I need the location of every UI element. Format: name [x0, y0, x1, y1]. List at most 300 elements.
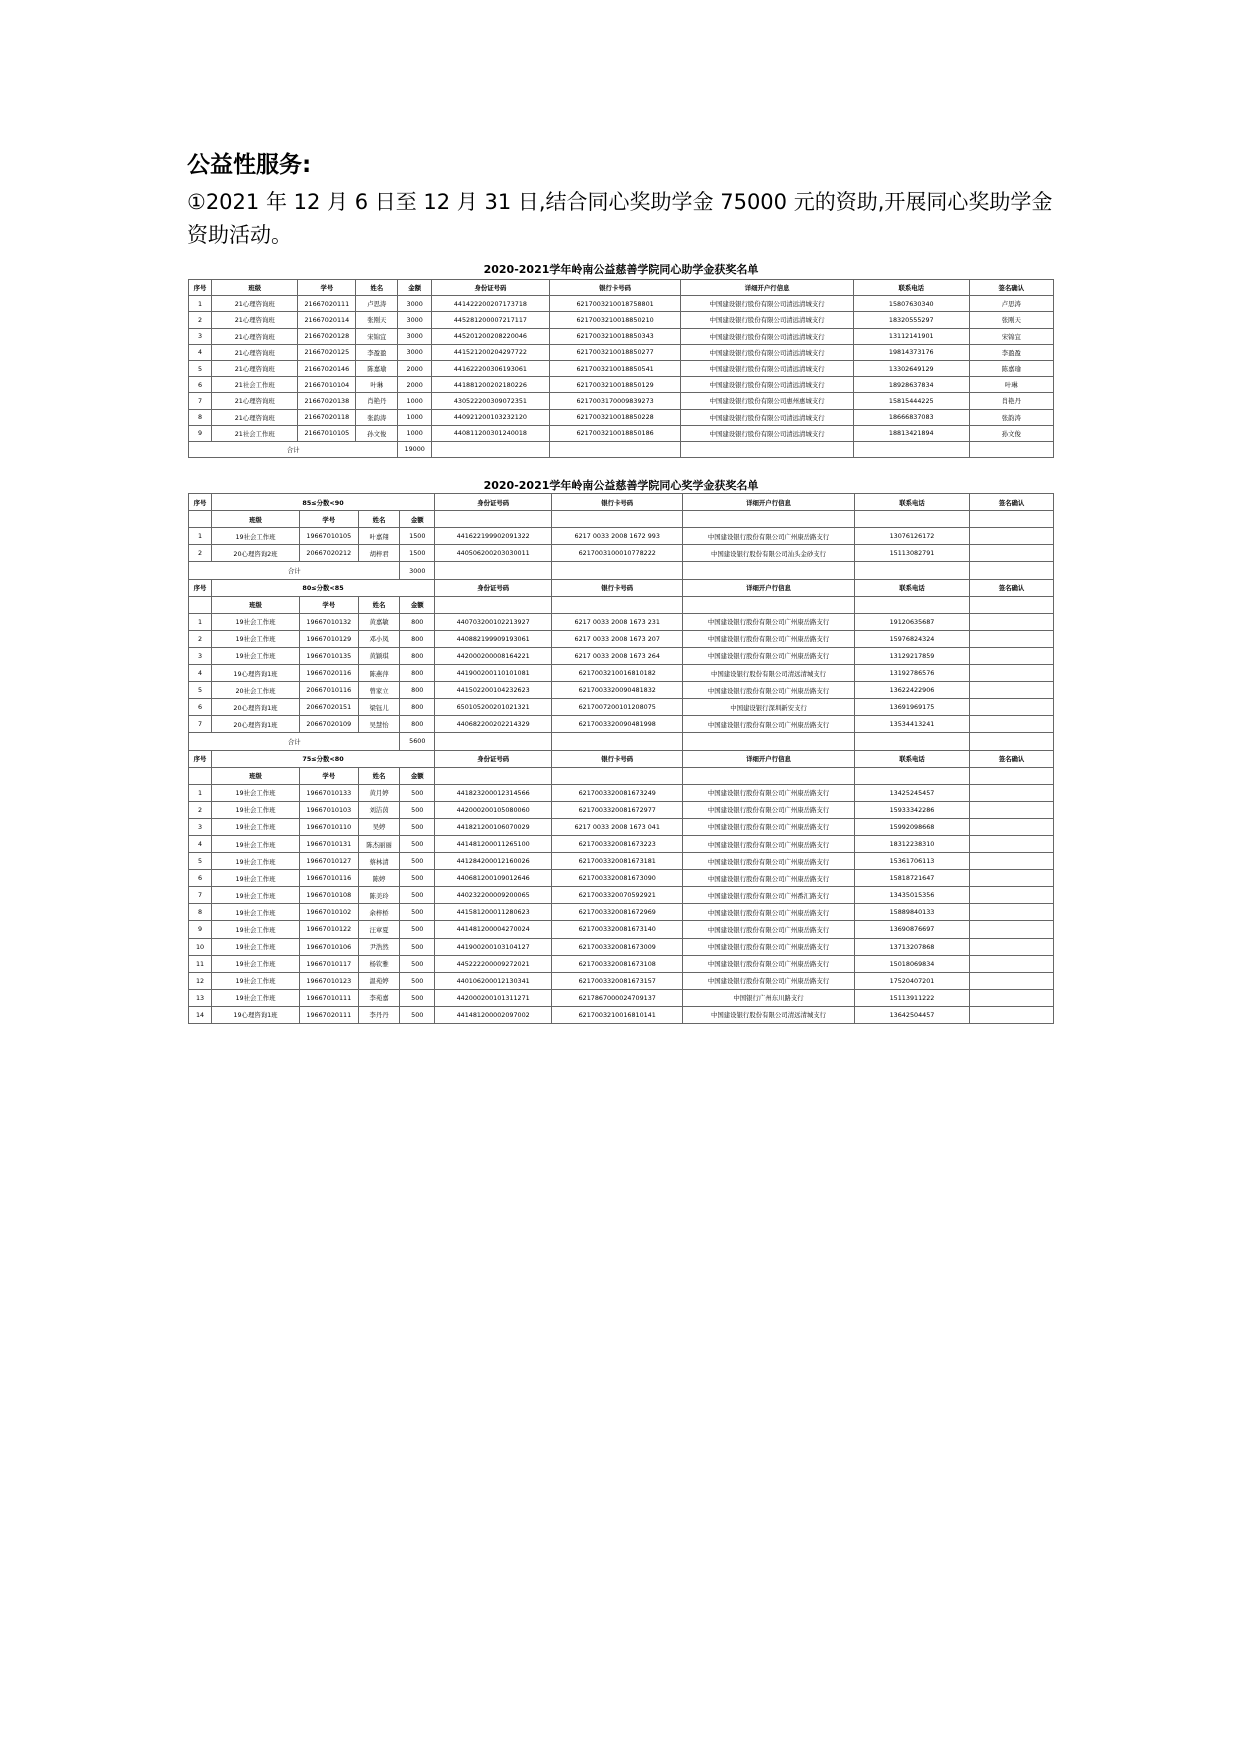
total-label: 合计: [189, 562, 400, 579]
table-cell: [970, 665, 1054, 682]
table-cell: [970, 767, 1054, 784]
table-cell: 中国建设银行股份有限公司清远清城支行: [681, 344, 854, 360]
table-cell: 蔡林清: [358, 853, 400, 870]
table-cell: 6217003320081673181: [552, 853, 683, 870]
table-cell: 19社会工作班: [212, 784, 300, 801]
table-cell: 张韵涛: [356, 409, 398, 425]
table-cell: 2000: [398, 377, 432, 393]
table-cell: 800: [400, 665, 435, 682]
table-cell: 张刚天: [356, 312, 398, 328]
table-cell: 19667010133: [299, 784, 358, 801]
table-cell: 13302649129: [853, 360, 969, 376]
column-header: 班级: [212, 280, 298, 296]
section-header-row: [189, 494, 1054, 511]
table-cell: 中国建设银行股份有限公司广州康岳路支行: [683, 835, 855, 852]
table-cell: 中国建设银行股份有限公司广州康岳路支行: [683, 613, 855, 630]
table-cell: 15992098668: [854, 818, 969, 835]
table-cell: [970, 887, 1054, 904]
table-cell: 6217003210018758801: [549, 296, 681, 312]
table-cell: 中国建设银行股份有限公司广州康岳路支行: [683, 716, 855, 733]
table-cell: [970, 870, 1054, 887]
table-cell: 15933342286: [854, 801, 969, 818]
table-cell: 14: [189, 1006, 212, 1023]
table-cell: 11: [189, 955, 212, 972]
table-cell: 中国建设银行股份有限公司惠州惠城支行: [681, 393, 854, 409]
table-cell: 17520407201: [854, 972, 969, 989]
table-cell: 15361706113: [854, 853, 969, 870]
intro-paragraph: ①2021 年 12 月 6 日至 12 月 31 日,结合同心奖助学金 75000 元的资助,开展同心奖助学金资助活动。: [187, 190, 1053, 247]
table-cell: 19社会工作班: [212, 835, 300, 852]
table-row: [189, 801, 1054, 818]
table-cell: 6217003170009839273: [549, 393, 681, 409]
table-cell: 刘洁茵: [358, 801, 400, 818]
table-cell: 中国建设银行股份有限公司清远清城支行: [681, 328, 854, 344]
table-row: [189, 409, 1054, 425]
table-row: [189, 360, 1054, 376]
table-cell: 20心理咨询1班: [212, 716, 300, 733]
table-cell: 6217003210016810141: [552, 1006, 683, 1023]
column-header: 金额: [400, 596, 435, 613]
column-header: 身份证号码: [432, 280, 550, 296]
table-cell: 卢思涛: [969, 296, 1053, 312]
table-cell: 1: [189, 784, 212, 801]
table-cell: 441481200004270024: [435, 921, 552, 938]
table-cell: 21心理咨询班: [212, 344, 298, 360]
table-cell: 445281200007217117: [432, 312, 550, 328]
total-value: 5600: [400, 733, 435, 750]
table-cell: 中国建设银行股份有限公司广州康岳路支行: [683, 853, 855, 870]
table-cell: 441481200011265100: [435, 835, 552, 852]
table-cell: 中国建设银行股份有限公司广州康岳路支行: [683, 784, 855, 801]
table-row: [189, 328, 1054, 344]
table-cell: [854, 511, 969, 528]
column-header: 签名确认: [969, 280, 1053, 296]
table-cell: 15818721647: [854, 870, 969, 887]
table-cell: [552, 733, 683, 750]
table-cell: 19社会工作班: [212, 630, 300, 647]
table-cell: 19667010105: [299, 528, 358, 545]
table-cell: 800: [400, 699, 435, 716]
table-cell: 9: [189, 921, 212, 938]
section-header-row: [189, 579, 1054, 596]
table-cell: 温苑婷: [358, 972, 400, 989]
table-cell: 6217003320081673249: [552, 784, 683, 801]
table-cell: 15815444225: [853, 393, 969, 409]
table-cell: 李盈盈: [969, 344, 1053, 360]
table-cell: 6217003320090481832: [552, 682, 683, 699]
total-label: 合计: [189, 733, 400, 750]
table-cell: 19667020116: [299, 665, 358, 682]
table-cell: 19667010131: [299, 835, 358, 852]
table-cell: 肖艳丹: [969, 393, 1053, 409]
table-cell: 500: [400, 818, 435, 835]
table-cell: 19社会工作班: [212, 938, 300, 955]
table-cell: 18666837083: [853, 409, 969, 425]
table-cell: [854, 767, 969, 784]
table-cell: 中国建设银行股份有限公司清远清城支行: [681, 409, 854, 425]
table-title-row: [189, 477, 1054, 494]
table-cell: [552, 767, 683, 784]
table-row: [189, 545, 1054, 562]
table-cell: 6: [189, 870, 212, 887]
table-cell: 21667010104: [298, 377, 356, 393]
table-cell: 黄颖琪: [358, 647, 400, 664]
table-row: [189, 647, 1054, 664]
column-header: 详细开户行信息: [681, 280, 854, 296]
table-cell: 19667010127: [299, 853, 358, 870]
table-cell: 20心理咨询2班: [212, 545, 300, 562]
table-cell: 中国建设银行股份有限公司广州康岳路支行: [683, 938, 855, 955]
table-cell: [683, 596, 855, 613]
table-cell: 19667010117: [299, 955, 358, 972]
table-cell: 441481200002097002: [435, 1006, 552, 1023]
table-cell: 441284200012160026: [435, 853, 552, 870]
table-cell: 中国建设银行股份有限公司清远清城支行: [681, 425, 854, 441]
table-cell: 21667020111: [298, 296, 356, 312]
table-row: [189, 630, 1054, 647]
table-row: [189, 312, 1054, 328]
column-header: 银行卡号码: [552, 579, 683, 596]
column-header: 签名确认: [970, 579, 1054, 596]
table-cell: 20667010116: [299, 682, 358, 699]
table-cell: 中国建设银行股份有限公司广州康岳路支行: [683, 647, 855, 664]
table-cell: 6217003210018850129: [549, 377, 681, 393]
table-cell: 21667020125: [298, 344, 356, 360]
table-cell: 441581200011280623: [435, 904, 552, 921]
table-cell: 19社会工作班: [212, 853, 300, 870]
table-cell: 中国建设银行深圳新安支行: [683, 699, 855, 716]
table-cell: 19社会工作班: [212, 955, 300, 972]
table-cell: 中国建设银行股份有限公司广州康岳路支行: [683, 972, 855, 989]
table-cell: 442000200105080060: [435, 801, 552, 818]
total-row: [189, 562, 1054, 579]
table-cell: 8: [189, 409, 212, 425]
table-cell: 中国建设银行股份有限公司广州康岳路支行: [683, 870, 855, 887]
table-cell: 21667020114: [298, 312, 356, 328]
table-cell: 13534413241: [854, 716, 969, 733]
table-cell: 陈燕萍: [358, 665, 400, 682]
table-cell: 13425245457: [854, 784, 969, 801]
table-cell: 6217867000024709137: [552, 989, 683, 1006]
table-row: [189, 682, 1054, 699]
table-cell: 21667020138: [298, 393, 356, 409]
column-header: 班级: [212, 767, 300, 784]
table-cell: 19社会工作班: [212, 972, 300, 989]
table-cell: [970, 613, 1054, 630]
table-cell: [970, 733, 1054, 750]
column-header: 银行卡号码: [549, 280, 681, 296]
column-header: 银行卡号码: [552, 750, 683, 767]
table-cell: 21心理咨询班: [212, 328, 298, 344]
table-cell: 6217003320081673140: [552, 921, 683, 938]
table-cell: 13076126172: [854, 528, 969, 545]
table-cell: [435, 767, 552, 784]
table-cell: 18320555297: [853, 312, 969, 328]
table-cell: 21667020118: [298, 409, 356, 425]
table-cell: [854, 562, 969, 579]
table-cell: 440703200102213927: [435, 613, 552, 630]
table-cell: 中国建设银行股份有限公司清远清城支行: [681, 296, 854, 312]
score-range-header: 80≤分数<85: [212, 579, 435, 596]
table-cell: 19667010102: [299, 904, 358, 921]
table-cell: 2: [189, 545, 212, 562]
table-cell: 19社会工作班: [212, 647, 300, 664]
table-cell: 21心理咨询班: [212, 296, 298, 312]
table-cell: 6217 0033 2008 1673 231: [552, 613, 683, 630]
table-cell: 7: [189, 887, 212, 904]
table-cell: 445201200208220046: [432, 328, 550, 344]
table-cell: 441881200202180226: [432, 377, 550, 393]
table-cell: 6: [189, 699, 212, 716]
table-cell: 中国建设银行股份有限公司广州康岳路支行: [683, 955, 855, 972]
table-header-row: [189, 280, 1054, 296]
table-cell: 21心理咨询班: [212, 360, 298, 376]
table-cell: 21667010105: [298, 425, 356, 441]
table-cell: 21心理咨询班: [212, 409, 298, 425]
table-cell: 4: [189, 665, 212, 682]
table-cell: 19社会工作班: [212, 818, 300, 835]
table-cell: 15018069834: [854, 955, 969, 972]
table-cell: 19社会工作班: [212, 870, 300, 887]
table-cell: 5: [189, 682, 212, 699]
table-cell: 宋锦宜: [969, 328, 1053, 344]
table-cell: 13691969175: [854, 699, 969, 716]
table-cell: [970, 801, 1054, 818]
table-cell: 20667020212: [299, 545, 358, 562]
table-cell: 6217003320081673090: [552, 870, 683, 887]
table-cell: 陈嘉瑜: [969, 360, 1053, 376]
table-cell: 中国建设银行股份有限公司清远清城支行: [681, 360, 854, 376]
table-cell: 余梓桥: [358, 904, 400, 921]
table-cell: 500: [400, 801, 435, 818]
table-title-row: [189, 258, 1054, 280]
table-cell: 441821200106070029: [435, 818, 552, 835]
page-heading: 公益性服务:: [187, 152, 312, 178]
total-value: 19000: [398, 441, 432, 457]
column-header: 学号: [299, 511, 358, 528]
column-header: 班级: [212, 511, 300, 528]
table-cell: 中国建设银行股份有限公司清远清城支行: [683, 665, 855, 682]
table-cell: 卢思涛: [356, 296, 398, 312]
table-row: [189, 989, 1054, 1006]
table-row: [189, 818, 1054, 835]
column-header: 学号: [298, 280, 356, 296]
table-cell: 中国建设银行股份有限公司广州康岳路支行: [683, 682, 855, 699]
table-cell: [970, 853, 1054, 870]
table-cell: 442000200008164221: [435, 647, 552, 664]
table-cell: 441622200306193061: [432, 360, 550, 376]
table-cell: [970, 699, 1054, 716]
total-value: 3000: [400, 562, 435, 579]
column-header: 签名确认: [970, 494, 1054, 511]
table-cell: [970, 511, 1054, 528]
table-cell: 440681200109012646: [435, 870, 552, 887]
column-header: 身份证号码: [435, 579, 552, 596]
table-cell: 441521200204297722: [432, 344, 550, 360]
table-cell: 孙文俊: [356, 425, 398, 441]
table-cell: 6217 0033 2008 1672 993: [552, 528, 683, 545]
table-cell: 3000: [398, 344, 432, 360]
table-cell: 13112141901: [853, 328, 969, 344]
table-cell: 中国建设银行股份有限公司广州康岳路支行: [683, 921, 855, 938]
table-cell: 6217 0033 2008 1673 207: [552, 630, 683, 647]
table-cell: 13129217859: [854, 647, 969, 664]
table-cell: 20心理咨询1班: [212, 699, 300, 716]
table-cell: 440882199909193061: [435, 630, 552, 647]
table-cell: 6217007200101208075: [552, 699, 683, 716]
column-header: 金额: [398, 280, 432, 296]
table-cell: 800: [400, 630, 435, 647]
table-cell: [552, 596, 683, 613]
table-cell: 445222200009272021: [435, 955, 552, 972]
table-cell: 19667010122: [299, 921, 358, 938]
column-header: 联系电话: [854, 579, 969, 596]
table-cell: [549, 441, 681, 457]
table-cell: 中国建设银行股份有限公司清远清城支行: [681, 377, 854, 393]
table-cell: 6217003320081672977: [552, 801, 683, 818]
column-header: 序号: [189, 280, 212, 296]
table-cell: [970, 528, 1054, 545]
table-cell: [854, 596, 969, 613]
table-cell: 6217003320081673009: [552, 938, 683, 955]
table-cell: 19667010123: [299, 972, 358, 989]
table-cell: 440921200103232120: [432, 409, 550, 425]
table-cell: 19社会工作班: [212, 904, 300, 921]
table-cell: 9: [189, 425, 212, 441]
table-cell: 陈嘉瑜: [356, 360, 398, 376]
table-cell: 800: [400, 613, 435, 630]
table-cell: 中国建设银行股份有限公司清远清城支行: [681, 312, 854, 328]
table-cell: 张刚天: [969, 312, 1053, 328]
table-cell: [970, 545, 1054, 562]
table-row: [189, 377, 1054, 393]
table-cell: 5: [189, 853, 212, 870]
column-header: 详细开户行信息: [683, 750, 855, 767]
table-cell: 19814373176: [853, 344, 969, 360]
table-cell: 19667010111: [299, 989, 358, 1006]
table-cell: 6217003210018850228: [549, 409, 681, 425]
table-cell: 12: [189, 972, 212, 989]
table-cell: [970, 562, 1054, 579]
table-cell: 441422200207173718: [432, 296, 550, 312]
table-cell: 中国建设银行股份有限公司广州康岳路支行: [683, 801, 855, 818]
table-cell: 441900200103104127: [435, 938, 552, 955]
table-cell: 8: [189, 904, 212, 921]
table-cell: 肖艳丹: [356, 393, 398, 409]
table-cell: 19667010106: [299, 938, 358, 955]
table-cell: 500: [400, 784, 435, 801]
table-cell: 15113911222: [854, 989, 969, 1006]
table-cell: 汪章夏: [358, 921, 400, 938]
table-cell: 500: [400, 955, 435, 972]
table-cell: 500: [400, 904, 435, 921]
table-cell: 19社会工作班: [212, 528, 300, 545]
table-cell: 441900200110101081: [435, 665, 552, 682]
table-row: [189, 528, 1054, 545]
table-cell: 15807630340: [853, 296, 969, 312]
table-cell: 6217003320081673223: [552, 835, 683, 852]
section-header-row: [189, 750, 1054, 767]
table-cell: [970, 647, 1054, 664]
table-cell: 18928637834: [853, 377, 969, 393]
table-cell: [970, 972, 1054, 989]
table-cell: [189, 596, 212, 613]
table-cell: [552, 511, 683, 528]
table-row: [189, 665, 1054, 682]
table-cell: 800: [400, 647, 435, 664]
table-cell: 500: [400, 1006, 435, 1023]
table-row: [189, 921, 1054, 938]
table-cell: 500: [400, 972, 435, 989]
table-cell: 6217003320070592921: [552, 887, 683, 904]
table-cell: 李盈盈: [356, 344, 398, 360]
table-cell: 叶嘉翔: [358, 528, 400, 545]
column-header: 详细开户行信息: [683, 579, 855, 596]
table-cell: 中国建设银行股份有限公司广州康岳路支行: [683, 528, 855, 545]
table-cell: 曾家立: [358, 682, 400, 699]
table-cell: 7: [189, 393, 212, 409]
table-row: [189, 1006, 1054, 1023]
table-cell: [970, 835, 1054, 852]
score-range-header: 75≤分数<80: [212, 750, 435, 767]
table-cell: [853, 441, 969, 457]
total-row: [189, 733, 1054, 750]
table-cell: 3000: [398, 328, 432, 344]
table-cell: 宋锦宜: [356, 328, 398, 344]
table-cell: 19667010132: [299, 613, 358, 630]
table-cell: 500: [400, 938, 435, 955]
table-cell: 中国建设银行股份有限公司广州康岳路支行: [683, 630, 855, 647]
table-cell: 13713207868: [854, 938, 969, 955]
total-row: [189, 441, 1054, 457]
table-cell: 18813421894: [853, 425, 969, 441]
table-cell: 13435015356: [854, 887, 969, 904]
table-cell: 19667010135: [299, 647, 358, 664]
table-cell: 20667020109: [299, 716, 358, 733]
table-cell: 15113082791: [854, 545, 969, 562]
column-header: 签名确认: [970, 750, 1054, 767]
table-cell: 18312238310: [854, 835, 969, 852]
table-cell: 21心理咨询班: [212, 393, 298, 409]
table-cell: 1000: [398, 393, 432, 409]
table-cell: 19社会工作班: [212, 921, 300, 938]
table-cell: 19120635687: [854, 613, 969, 630]
table-cell: [970, 682, 1054, 699]
table-cell: 1: [189, 528, 212, 545]
table-cell: 500: [400, 921, 435, 938]
table-cell: 440106200012130341: [435, 972, 552, 989]
table-cell: 19667010110: [299, 818, 358, 835]
table-cell: 6217003100010778222: [552, 545, 683, 562]
column-header: 详细开户行信息: [683, 494, 855, 511]
column-header: 联系电话: [854, 494, 969, 511]
table-cell: 19667020111: [299, 1006, 358, 1023]
table-row: [189, 870, 1054, 887]
table-cell: 15976824324: [854, 630, 969, 647]
table-cell: [552, 562, 683, 579]
table-cell: 6217 0033 2008 1673 041: [552, 818, 683, 835]
table-cell: 中国建设银行股份有限公司广州康岳路支行: [683, 818, 855, 835]
table-cell: 张韵涛: [969, 409, 1053, 425]
table-cell: 杨钦雅: [358, 955, 400, 972]
table-row: [189, 393, 1054, 409]
column-header: 序号: [189, 579, 212, 596]
table-cell: 中国建设银行股份有限公司广州番汇路支行: [683, 887, 855, 904]
table-cell: 19心理咨询1班: [212, 1006, 300, 1023]
table-cell: 6217003320081672969: [552, 904, 683, 921]
column-header: 姓名: [358, 767, 400, 784]
table-cell: 19社会工作班: [212, 887, 300, 904]
